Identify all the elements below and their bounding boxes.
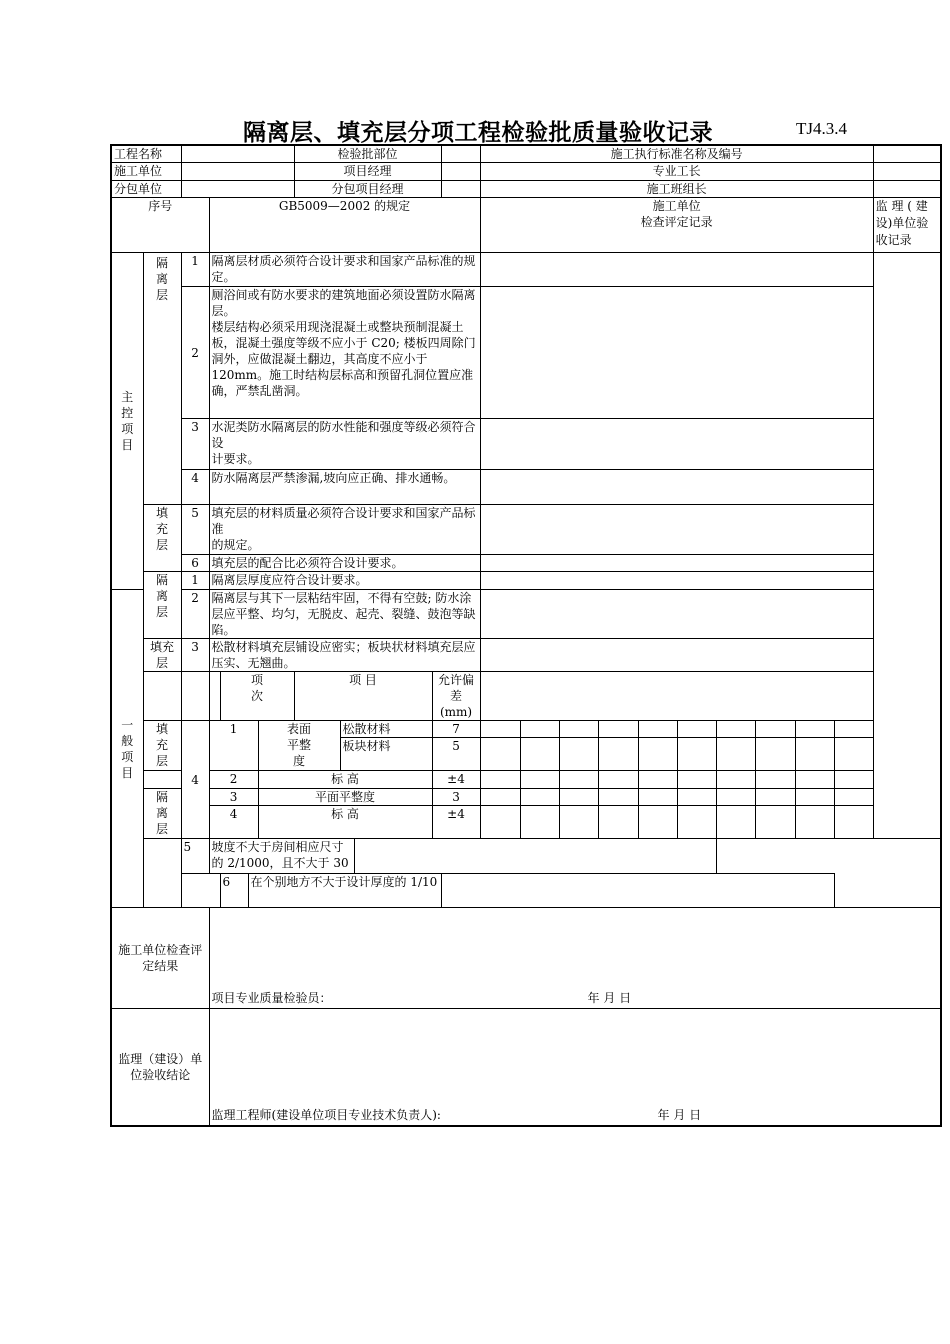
measure-cell[interactable] xyxy=(755,806,795,839)
tolerance-item: 标 高 xyxy=(258,771,432,789)
supervision-header: 监 理 ( 建 设)单位验收记录 xyxy=(873,198,941,253)
measure-cell[interactable] xyxy=(795,806,834,839)
tolerance-seq: 5 xyxy=(181,839,209,874)
tolerance-seq: 4 xyxy=(209,806,258,839)
measure-cell[interactable] xyxy=(480,789,520,806)
result-area[interactable] xyxy=(209,908,941,1009)
measure-cell[interactable] xyxy=(559,771,598,789)
measure-cell[interactable] xyxy=(755,789,795,806)
measure-cell[interactable] xyxy=(520,738,559,771)
measure-cell[interactable] xyxy=(598,806,638,839)
form-code: TJ4.3.4 xyxy=(796,119,847,138)
standard-value[interactable] xyxy=(873,145,941,163)
main-item-no: 2 xyxy=(181,287,209,419)
blank-cell xyxy=(480,672,873,721)
general-item-text: 隔离层厚度应符合设计要求。 xyxy=(209,572,480,590)
page-title: 隔离层、填充层分项工程检验批质量验收记录 xyxy=(243,120,713,146)
main-item-check[interactable] xyxy=(480,419,873,470)
measure-cell[interactable] xyxy=(598,721,638,738)
project-name-label: 工程名称 xyxy=(111,145,181,163)
main-item-no: 4 xyxy=(181,470,209,505)
blank-cell xyxy=(143,839,181,908)
tolerance-value: 7 xyxy=(432,721,480,738)
main-item-text: 填充层的材料质量必须符合设计要求和国家产品标准 的规定。 xyxy=(209,505,480,555)
measure-cell[interactable] xyxy=(520,789,559,806)
general-item-no: 1 xyxy=(181,572,209,590)
measure-cell[interactable] xyxy=(834,738,873,771)
measure-cell[interactable] xyxy=(716,721,755,738)
conclusion-area[interactable] xyxy=(209,1009,941,1126)
thickness-check[interactable] xyxy=(441,874,834,908)
measure-cell[interactable] xyxy=(598,789,638,806)
tolerance-isolation-label: 隔 离 层 xyxy=(143,789,181,839)
tolerance-item: 板块材料 xyxy=(340,738,432,771)
main-item-text: 厕浴间或有防水要求的建筑地面必须设置防水隔离层。 楼层结构必须采用现浇混凝土或整块预制混凝土板，混凝土强度等级不应小于 C20; 楼板四周除门洞外，应做混凝土翻边，其高度不应小于 120mm。施工时结构层标高和预留孔洞位置应准确，严禁乱凿洞。 xyxy=(209,287,480,419)
general-item-no: 3 xyxy=(181,639,209,672)
measure-cell[interactable] xyxy=(677,806,716,839)
seq-header: 序号 xyxy=(111,198,209,253)
blank-cell xyxy=(181,874,220,908)
measure-cell[interactable] xyxy=(638,721,677,738)
main-isolation-label: 隔 离 层 xyxy=(143,253,181,505)
measure-cell[interactable] xyxy=(755,771,795,789)
general-items-label: 一 般 项 目 xyxy=(111,590,143,908)
tolerance-item: 平面平整度 xyxy=(258,789,432,806)
measure-cell[interactable] xyxy=(834,721,873,738)
general-item-no: 2 xyxy=(181,590,209,639)
main-item-check[interactable] xyxy=(480,470,873,505)
measure-cell[interactable] xyxy=(638,789,677,806)
general-item-check[interactable] xyxy=(480,590,873,639)
measure-cell[interactable] xyxy=(638,738,677,771)
main-items-label: 主 控 项 目 xyxy=(111,253,143,590)
slope-text: 坡度不大于房间相应尺寸的 2/1000，且不大于 30 xyxy=(209,839,354,874)
measure-cell[interactable] xyxy=(598,771,638,789)
measure-cell[interactable] xyxy=(677,789,716,806)
measure-cell[interactable] xyxy=(795,721,834,738)
tolerance-seq: 3 xyxy=(209,789,258,806)
tolerance-item: 松散材料 xyxy=(340,721,432,738)
main-item-text: 防水隔离层严禁渗漏,坡向应正确、排水通畅。 xyxy=(209,470,480,505)
measure-cell[interactable] xyxy=(480,771,520,789)
tolerance-item: 标 高 xyxy=(258,806,432,839)
sub-manager-value[interactable] xyxy=(441,181,480,198)
main-item-check[interactable] xyxy=(480,505,873,555)
measure-cell[interactable] xyxy=(716,771,755,789)
main-filling-label: 填 充 层 xyxy=(143,505,181,572)
measure-cell[interactable] xyxy=(480,738,520,771)
main-item-check[interactable] xyxy=(480,555,873,572)
measure-cell[interactable] xyxy=(795,738,834,771)
general-item-text: 隔离层与其下一层粘结牢固，不得有空鼓; 防水涂层应平整、均匀，无脱皮、起壳、裂缝、鼓泡等缺陷。 xyxy=(209,590,480,639)
sub-unit-value[interactable] xyxy=(181,181,294,198)
tolerance-seq: 6 xyxy=(220,874,248,908)
blank-cell xyxy=(209,672,220,721)
tolerance-value: 3 xyxy=(432,789,480,806)
measure-cell[interactable] xyxy=(834,806,873,839)
main-item-check[interactable] xyxy=(480,287,873,419)
main-item-no: 6 xyxy=(181,555,209,572)
measure-cell[interactable] xyxy=(755,738,795,771)
measure-cell[interactable] xyxy=(755,721,795,738)
measure-cell[interactable] xyxy=(520,721,559,738)
measure-cell[interactable] xyxy=(559,738,598,771)
result-date: 年 月 日 xyxy=(587,991,632,1005)
check-header: 施工单位 检查评定记录 xyxy=(480,198,873,253)
project-manager-label: 项目经理 xyxy=(294,163,441,181)
measure-cell[interactable] xyxy=(638,771,677,789)
main-item-check[interactable] xyxy=(480,253,873,287)
tolerance-item-header: 项 目 xyxy=(294,672,432,721)
project-manager-value[interactable] xyxy=(441,163,480,181)
tolerance-value: ±4 xyxy=(432,771,480,789)
slope-check[interactable] xyxy=(354,839,716,874)
batch-part-label: 检验批部位 xyxy=(294,145,441,163)
measure-cell[interactable] xyxy=(716,806,755,839)
general-item-check[interactable] xyxy=(480,572,873,590)
flatness-label: 表面 平整 度 xyxy=(258,721,340,771)
main-item-text: 隔离层材质必须符合设计要求和国家产品标准的规定。 xyxy=(209,253,480,287)
measure-cell[interactable] xyxy=(716,738,755,771)
measure-cell[interactable] xyxy=(480,721,520,738)
measure-cell[interactable] xyxy=(559,806,598,839)
measure-cell[interactable] xyxy=(480,806,520,839)
main-item-no: 1 xyxy=(181,253,209,287)
measure-cell[interactable] xyxy=(638,806,677,839)
tolerance-allow-header: 允许偏差 (mm) xyxy=(432,672,480,721)
main-item-no: 3 xyxy=(181,419,209,470)
main-item-no: 5 xyxy=(181,505,209,555)
thickness-text: 在个别地方不大于设计厚度的 1/10 xyxy=(248,874,441,908)
sub-manager-label: 分包项目经理 xyxy=(294,181,441,198)
general-item-text: 松散材料填充层铺设应密实；板块状材料填充层应压实、无翘曲。 xyxy=(209,639,480,672)
main-item-text: 水泥类防水隔离层的防水性能和强度等级必须符合设 计要求。 xyxy=(209,419,480,470)
project-name-value[interactable] xyxy=(181,145,294,163)
measure-cell[interactable] xyxy=(559,789,598,806)
measure-cell[interactable] xyxy=(520,806,559,839)
tolerance-seq: 2 xyxy=(209,771,258,789)
inspector-label: 项目专业质量检验员： xyxy=(211,991,332,1005)
standard-label: 施工执行标准名称及编号 xyxy=(480,145,873,163)
foreman-value[interactable] xyxy=(873,163,941,181)
measure-cell[interactable] xyxy=(677,771,716,789)
measure-cell[interactable] xyxy=(795,771,834,789)
blank-cell xyxy=(143,672,181,721)
main-item-text: 填充层的配合比必须符合设计要求。 xyxy=(209,555,480,572)
spec-header: GB5009—2002 的规定 xyxy=(209,198,480,253)
sub-unit-label: 分包单位 xyxy=(111,181,181,198)
inspection-form xyxy=(110,144,942,1127)
construction-unit-value[interactable] xyxy=(181,163,294,181)
construction-unit-label: 施工单位 xyxy=(111,163,181,181)
general-item-check[interactable] xyxy=(480,639,873,672)
engineer-label: 监理工程师(建设单位项目专业技术负责人): xyxy=(211,1107,441,1122)
measure-cell[interactable] xyxy=(795,789,834,806)
measure-cell[interactable] xyxy=(677,738,716,771)
batch-part-value[interactable] xyxy=(441,145,480,163)
measure-cell[interactable] xyxy=(834,789,873,806)
conclusion-label: 监理（建设）单位验收结论 xyxy=(111,1009,209,1126)
tolerance-seq: 1 xyxy=(209,721,258,771)
measure-cell[interactable] xyxy=(559,721,598,738)
tolerance-seq-header: 项 次 xyxy=(220,672,294,721)
blank-cell xyxy=(181,672,209,721)
tolerance-filling-label: 填 充 层 xyxy=(143,721,181,771)
conclusion-date: 年 月 日 xyxy=(657,1107,702,1122)
team-leader-label: 施工班组长 xyxy=(480,181,873,198)
measure-cell[interactable] xyxy=(598,738,638,771)
team-leader-value[interactable] xyxy=(873,181,941,198)
foreman-label: 专业工长 xyxy=(480,163,873,181)
measure-cell[interactable] xyxy=(520,771,559,789)
result-label: 施工单位检查评定结果 xyxy=(111,908,209,1009)
supervision-record[interactable] xyxy=(873,253,941,839)
measure-cell[interactable] xyxy=(716,789,755,806)
general-filling-label: 填充 层 xyxy=(143,639,181,672)
tolerance-value: 5 xyxy=(432,738,480,771)
measure-cell[interactable] xyxy=(677,721,716,738)
tolerance-group-no: 4 xyxy=(181,721,209,839)
measure-cell[interactable] xyxy=(834,771,873,789)
general-isolation-label: 隔 离 层 xyxy=(143,572,181,639)
tolerance-value: ±4 xyxy=(432,806,480,839)
blank-cell xyxy=(143,771,181,789)
